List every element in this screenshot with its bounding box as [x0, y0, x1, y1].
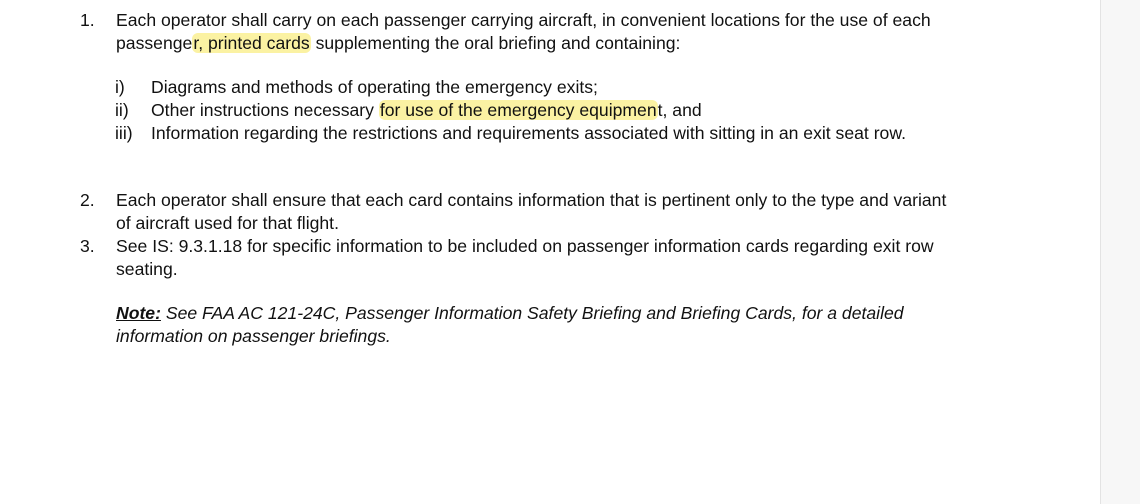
- sublist-item: [115, 122, 960, 145]
- list-item-number: 1.: [80, 10, 95, 30]
- side-panel: [1100, 0, 1140, 504]
- sublist-item-text: Information regarding the restrictions and requirements associated with sitting in an exit seat row.: [151, 123, 906, 143]
- text-segment: t, and: [657, 100, 702, 120]
- sublist-item-number: ii): [115, 100, 129, 120]
- sublist-item-number: iii): [115, 123, 133, 143]
- note-paragraph: [116, 302, 956, 348]
- list-item-number: 2.: [80, 190, 95, 210]
- sublist-item-number: i): [115, 77, 125, 97]
- list-item: [80, 189, 960, 235]
- sublist-item: [115, 76, 960, 99]
- text-segment: Each operator shall carry on each passenger carrying aircraft, in convenient locations for the use of each passenge: [116, 10, 931, 53]
- list-item-text: [116, 9, 960, 55]
- note-label: Note:: [116, 303, 161, 323]
- list-item: [80, 235, 960, 281]
- list-item-number: 3.: [80, 236, 95, 256]
- sublist-item: [115, 99, 960, 122]
- list-item-text: Each operator shall ensure that each card contains information that is pertinent only to the type and variant of aircraft used for that flight.: [116, 190, 947, 233]
- note-text: See FAA AC 121-24C, Passenger Information Safety Briefing and Briefing Cards, for a detailed information on passenger briefings.: [116, 303, 904, 346]
- text-segment: Other instructions necessary: [151, 100, 379, 120]
- list-item-text: See IS: 9.3.1.18 for specific information to be included on passenger information cards regarding exit row seating.: [116, 236, 934, 279]
- sublist-item-text: Diagrams and methods of operating the emergency exits;: [151, 77, 598, 97]
- highlighted-text: for use of the emergency equipmen: [379, 100, 657, 120]
- text-segment: supplementing the oral briefing and containing:: [310, 33, 681, 53]
- list-item: [80, 9, 960, 55]
- sublist-item-text: [151, 99, 960, 122]
- highlighted-text: r, printed cards: [193, 33, 310, 53]
